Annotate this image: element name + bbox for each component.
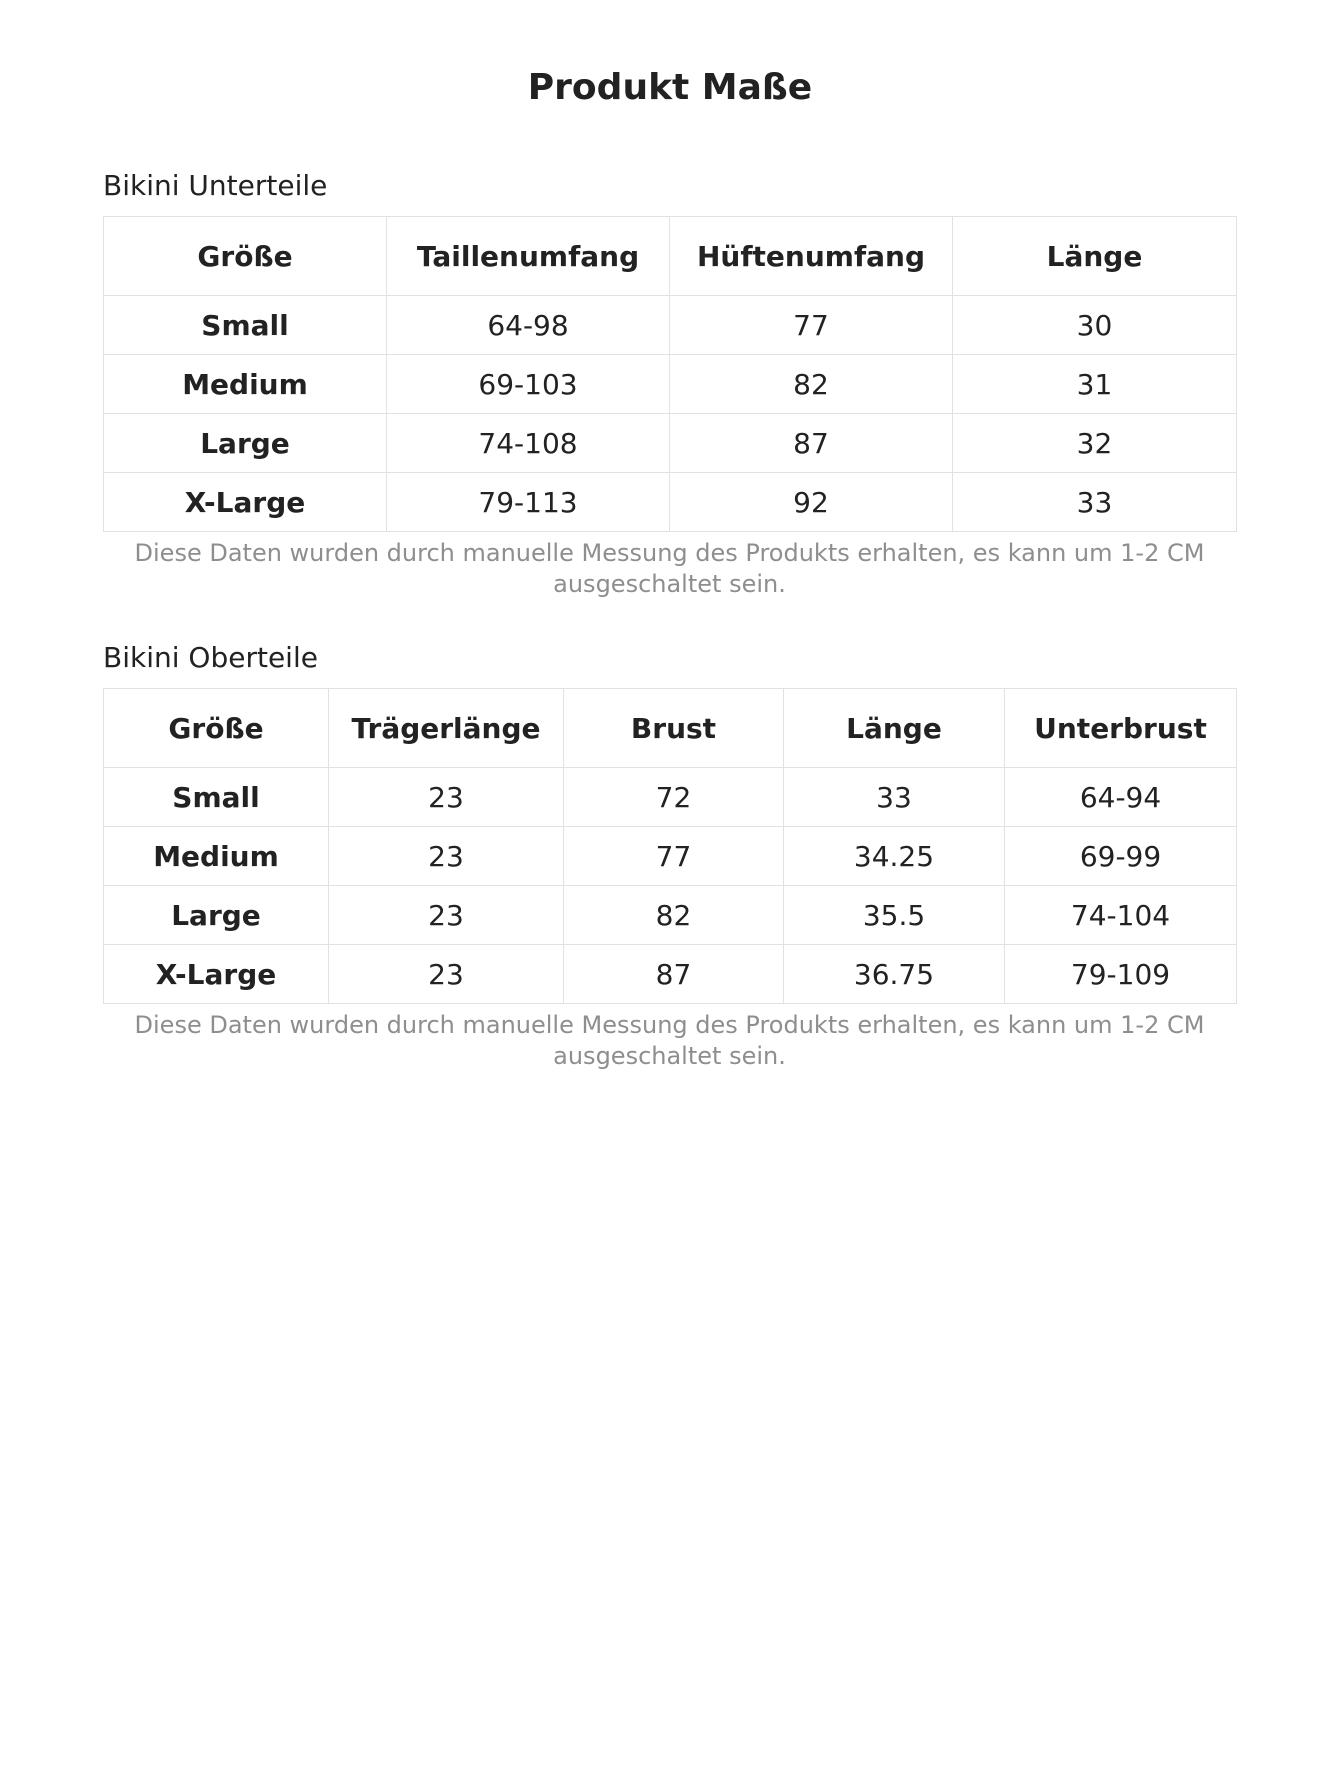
table-cell: 77 bbox=[670, 296, 953, 355]
table-cell: 87 bbox=[564, 945, 784, 1004]
column-header-size: Größe bbox=[104, 689, 329, 768]
table-cell: 23 bbox=[329, 886, 564, 945]
table-cell: 74-104 bbox=[1005, 886, 1237, 945]
measurement-note: Diese Daten wurden durch manuelle Messung des Produkts erhalten, es kann um 1-2 CM ausgeschaltet sein. bbox=[134, 1011, 1205, 1070]
table-row bbox=[104, 414, 1237, 473]
column-header-bust: Brust bbox=[564, 689, 784, 768]
table-cell-size: Large bbox=[104, 414, 387, 473]
table-cell: 33 bbox=[953, 473, 1237, 532]
table-cell: 33 bbox=[784, 768, 1005, 827]
column-header-underbust: Unterbrust bbox=[1005, 689, 1237, 768]
page-title: Produkt Maße bbox=[527, 67, 813, 108]
table-cell: 34.25 bbox=[784, 827, 1005, 886]
column-header-length: Länge bbox=[784, 689, 1005, 768]
table-cell: 79-109 bbox=[1005, 945, 1237, 1004]
section-bikini-bottoms bbox=[103, 168, 1236, 600]
size-table-bottoms bbox=[103, 216, 1237, 532]
table-cell: 92 bbox=[670, 473, 953, 532]
table-cell: 87 bbox=[670, 414, 953, 473]
table-cell: 79-113 bbox=[387, 473, 670, 532]
table-cell-size: Small bbox=[104, 768, 329, 827]
table-row bbox=[104, 886, 1237, 945]
table-cell-size: Small bbox=[104, 296, 387, 355]
table-cell: 23 bbox=[329, 827, 564, 886]
table-row bbox=[104, 355, 1237, 414]
table-cell: 23 bbox=[329, 945, 564, 1004]
column-header-length: Länge bbox=[953, 217, 1237, 296]
table-cell-size: X-Large bbox=[104, 473, 387, 532]
column-header-strap-length: Trägerlänge bbox=[329, 689, 564, 768]
table-cell: 64-94 bbox=[1005, 768, 1237, 827]
table-cell: 35.5 bbox=[784, 886, 1005, 945]
table-row bbox=[104, 827, 1237, 886]
table-cell: 77 bbox=[564, 827, 784, 886]
table-cell: 23 bbox=[329, 768, 564, 827]
table-cell: 31 bbox=[953, 355, 1237, 414]
table-header-row bbox=[104, 689, 1237, 768]
table-header-row bbox=[104, 217, 1237, 296]
table-cell: 82 bbox=[670, 355, 953, 414]
table-cell: 30 bbox=[953, 296, 1237, 355]
table-cell-size: Medium bbox=[104, 827, 329, 886]
section-heading: Bikini Unterteile bbox=[103, 169, 328, 202]
table-row bbox=[104, 296, 1237, 355]
table-cell-size: X-Large bbox=[104, 945, 329, 1004]
column-header-hip: Hüftenumfang bbox=[670, 217, 953, 296]
column-header-waist: Taillenumfang bbox=[387, 217, 670, 296]
table-cell: 74-108 bbox=[387, 414, 670, 473]
table-row bbox=[104, 945, 1237, 1004]
size-table-tops bbox=[103, 688, 1237, 1004]
table-cell: 36.75 bbox=[784, 945, 1005, 1004]
section-bikini-tops bbox=[103, 640, 1236, 1072]
table-cell: 69-103 bbox=[387, 355, 670, 414]
table-row bbox=[104, 768, 1237, 827]
table-cell: 82 bbox=[564, 886, 784, 945]
table-row bbox=[104, 473, 1237, 532]
table-cell: 64-98 bbox=[387, 296, 670, 355]
table-cell-size: Large bbox=[104, 886, 329, 945]
table-cell: 72 bbox=[564, 768, 784, 827]
table-cell-size: Medium bbox=[104, 355, 387, 414]
measurement-note: Diese Daten wurden durch manuelle Messung des Produkts erhalten, es kann um 1-2 CM ausgeschaltet sein. bbox=[134, 539, 1205, 598]
table-cell: 69-99 bbox=[1005, 827, 1237, 886]
section-heading: Bikini Oberteile bbox=[103, 641, 318, 674]
table-cell: 32 bbox=[953, 414, 1237, 473]
column-header-size: Größe bbox=[104, 217, 387, 296]
